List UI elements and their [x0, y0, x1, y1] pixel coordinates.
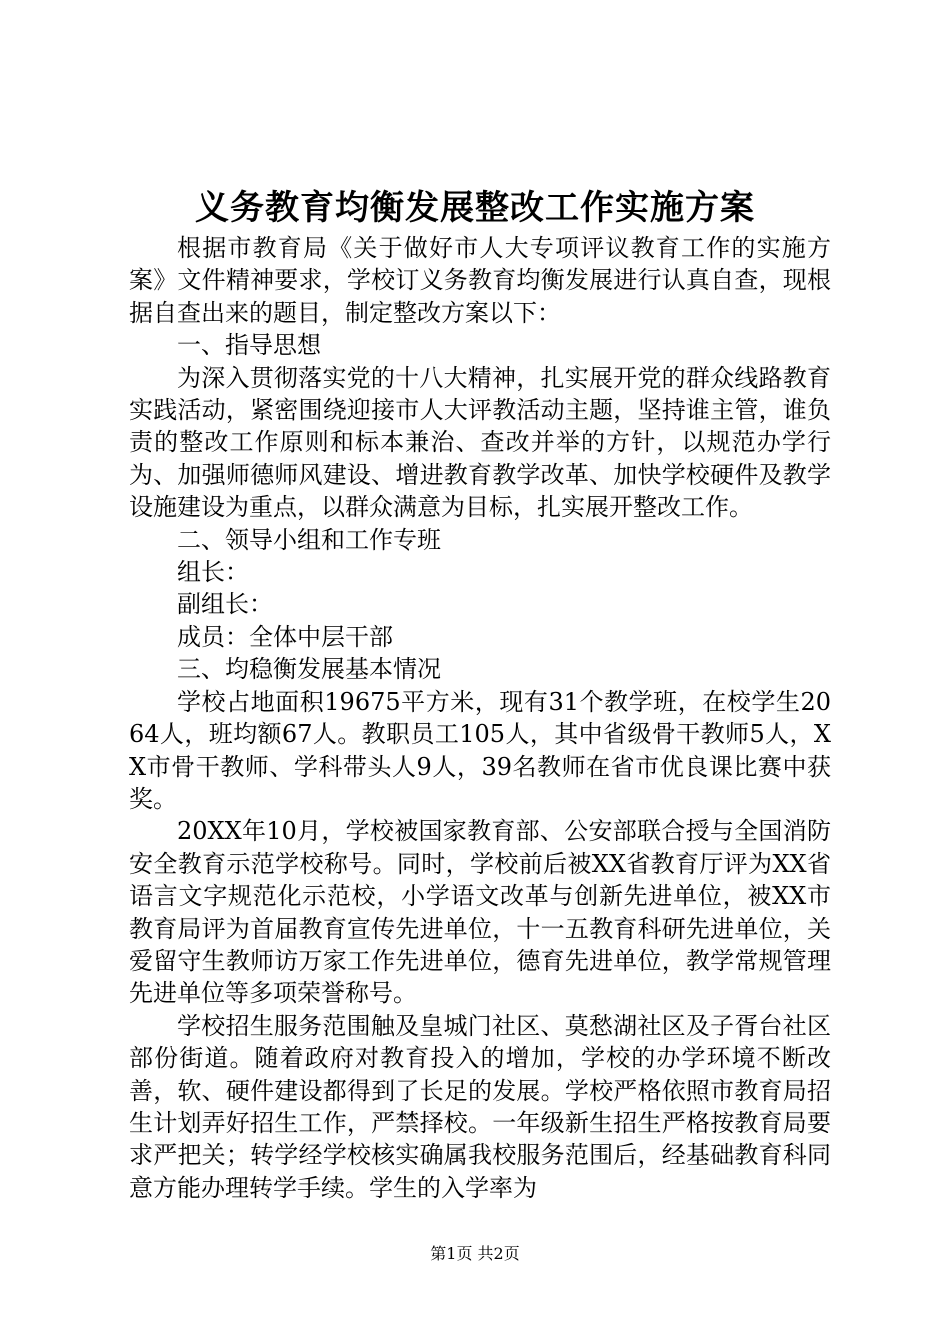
group-leader-line: 组长：	[177, 558, 249, 587]
document-body	[129, 232, 831, 1204]
page-number-footer: 第1页 共2页	[430, 1244, 520, 1263]
school-stats-paragraph: 学校占地面积19675平方米，现有31个教学班，在校学生2064人，班均额67人。教职员工105人，其中省级骨干教师5人，XX市骨干教师、学科带头人9人，39名教师在省市优良课比赛中获奖。	[129, 687, 831, 813]
section-heading-basic-situation: 三、均稳衡发展基本情况	[177, 655, 441, 684]
section-heading-leadership-group: 二、领导小组和工作专班	[177, 525, 441, 554]
members-line: 成员：全体中层干部	[177, 622, 393, 651]
document-title: 义务教育均衡发展整改工作实施方案	[195, 188, 755, 228]
deputy-leader-line: 副组长：	[177, 590, 273, 619]
enrollment-paragraph: 学校招生服务范围触及皇城门社区、莫愁湖社区及子胥台社区部份街道。随着政府对教育投入的增加，学校的办学环境不断改善，软、硬件建设都得到了长足的发展。学校严格依照市教育局招生计划弄好招生工作，严禁择校。一年级新生招生严格按教育局要求严把关；转学经学校核实确属我校服务范围后，经基础教育科同意方能办理转学手续。学生的入学率为	[129, 1011, 831, 1202]
honors-paragraph: 20XX年10月，学校被国家教育部、公安部联合授与全国消防安全教育示范学校称号。同时，学校前后被XX省教育厅评为XX省语言文字规范化示范校，小学语文改革与创新先进单位，被XX市教育局评为首届教育宣传先进单位，十一五教育科研先进单位，关爱留守生教师访万家工作先进单位，德育先进单位，教学常规管理先进单位等多项荣誉称号。	[129, 817, 831, 1008]
guiding-thought-paragraph: 为深入贯彻落实党的十八大精神，扎实展开党的群众线路教育实践活动，紧密围绕迎接市人大评教活动主题，坚持谁主管，谁负责的整改工作原则和标本兼治、查改并举的方针，以规范办学行为、加强师德师风建设、增进教育教学改革、加快学校硬件及教学设施建设为重点，以群众满意为目标，扎实展开整改工作。	[129, 363, 831, 522]
intro-paragraph: 根据市教育局《关于做好市人大专项评议教育工作的实施方案》文件精神要求，学校订义务教育均衡发展进行认真自查，现根据自查出来的题目，制定整改方案以下：	[129, 234, 831, 327]
section-heading-guiding-thought: 一、指导思想	[177, 331, 321, 360]
